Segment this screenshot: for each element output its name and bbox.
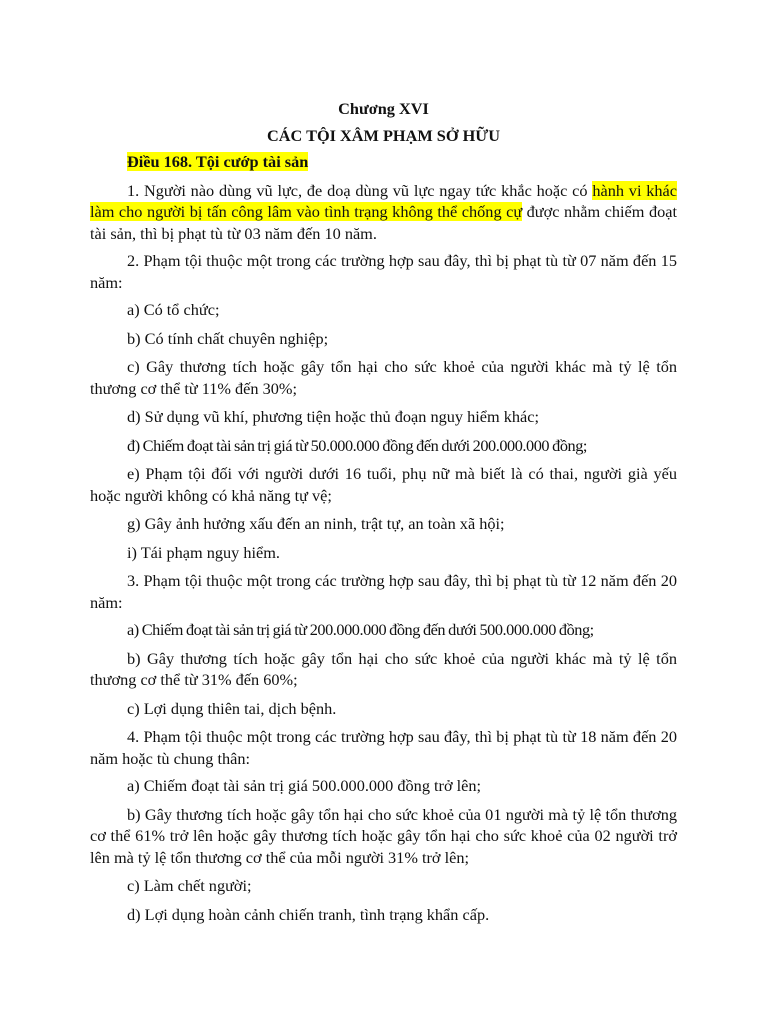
clause-3-intro: 3. Phạm tội thuộc một trong các trường hợp sau đây, thì bị phạt tù từ 12 năm đến 20 năm: [90, 571, 677, 612]
document-body [90, 98, 677, 932]
clause-1-pre: 1. Người nào dùng vũ lực, đe doạ dùng vũ lực ngay tức khắc hoặc có [127, 180, 593, 200]
clause-4-item-a: a) Chiếm đoạt tài sản trị giá 500.000.000 đồng trở lên; [127, 776, 482, 795]
chapter-heading: Chương XVI [338, 99, 429, 118]
clause-4-item-c: c) Làm chết người; [127, 876, 252, 895]
clause-3-item-a: a) Chiếm đoạt tài sản trị giá từ 200.000.000 đồng đến dưới 500.000.000 đồng; [127, 620, 594, 639]
clause-2-item-b: b) Có tính chất chuyên nghiệp; [127, 328, 329, 348]
clause-2-item-dd: đ) Chiếm đoạt tài sản trị giá từ 50.000.000 đồng đến dưới 200.000.000 đồng; [127, 435, 587, 455]
article-heading-highlight: Điều 168. Tội cướp tài sản [127, 152, 309, 171]
clause-2-item-e: e) Phạm tội đối với người dưới 16 tuổi, phụ nữ mà biết là có thai, người già yếu hoặc người không có khả năng tự vệ; [90, 464, 677, 505]
clause-3-item-b: b) Gây thương tích hoặc gây tổn hại cho sức khoẻ của người khác mà tỷ lệ tổn thương cơ thể từ 31% đến 60%; [90, 648, 677, 689]
clause-4-item-d: d) Lợi dụng hoàn cảnh chiến tranh, tình trạng khẩn cấp. [127, 904, 490, 924]
clause-2-item-d: d) Sử dụng vũ khí, phương tiện hoặc thủ đoạn nguy hiểm khác; [127, 407, 539, 426]
clause-4-item-b: b) Gây thương tích hoặc gây tổn hại cho sức khoẻ của 01 người mà tỷ lệ tổn thương cơ thể 61% trở lên hoặc gây thương tích hoặc gây tổn hại cho sức khoẻ của 02 người trở lên mà tỷ lệ tổn thương cơ thể của mỗi người 31% trở lên; [90, 804, 677, 867]
clause-3-item-c: c) Lợi dụng thiên tai, dịch bệnh. [127, 698, 337, 718]
clause-1-post: được nhằm chiếm đoạt tài sản, thì bị phạt tù từ 03 năm đến 10 năm. [90, 202, 677, 243]
clause-4-intro: 4. Phạm tội thuộc một trong các trường hợp sau đây, thì bị phạt tù từ 18 năm đến 20 năm hoặc tù chung thân: [90, 727, 677, 768]
clause-2-intro: 2. Phạm tội thuộc một trong các trường hợp sau đây, thì bị phạt tù từ 07 năm đến 15 năm: [90, 251, 677, 292]
chapter-title: CÁC TỘI XÂM PHẠM SỞ HỮU [267, 125, 500, 145]
clause-1 [90, 180, 677, 245]
clause-2-item-a: a) Có tổ chức; [127, 300, 220, 319]
clause-2-item-c: c) Gây thương tích hoặc gây tổn hại cho sức khoẻ của người khác mà tỷ lệ tổn thương cơ thể từ 11% đến 30%; [90, 357, 677, 398]
clause-1-highlight: hành vi khác làm cho người bị tấn công lâm vào tình trạng không thể chống cự [90, 180, 678, 221]
article-heading [90, 151, 677, 173]
clause-2-item-i: i) Tái phạm nguy hiểm. [127, 542, 280, 562]
clause-2-item-g: g) Gây ảnh hưởng xấu đến an ninh, trật tự, an toàn xã hội; [127, 514, 505, 533]
